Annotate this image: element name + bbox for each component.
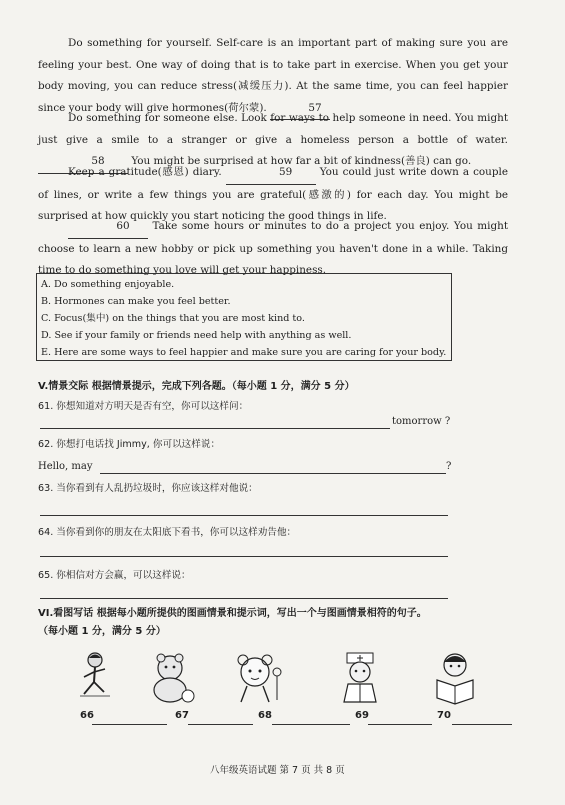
passage-paragraph-2: Do something for someone else. Look for ways to help someone in need. You might just give a smile to a stranger or give a homeless person a bottle of water. 58 You might be surprised at how far a bit of kindness(善良) can go. (38, 108, 508, 174)
answer-line-63[interactable] (40, 515, 448, 516)
section-5-title: V.情景交际 根据情景提示，完成下列各题。（每小题 1 分，满分 5 分） (38, 381, 355, 392)
picture-number-68: 68 (258, 710, 272, 721)
question-61: 61. 你想知道对方明天是否有空，你可以这样问： (38, 401, 249, 412)
option-d: D. See if your family or friends need help with anything as well. (41, 330, 352, 341)
question-64: 64. 当你看到你的朋友在太阳底下看书，你可以这样劝告他： (38, 527, 297, 538)
blank-60[interactable]: 60 (68, 216, 148, 239)
option-a: A. Do something enjoyable. (41, 279, 175, 290)
options-box (36, 273, 452, 361)
blank-59[interactable]: 59 (226, 162, 316, 185)
option-b: B. Hormones can make you feel better. (41, 296, 231, 307)
girl-flowers-picture (225, 650, 285, 705)
answer-line-70[interactable] (452, 724, 512, 725)
question-62-ending: ? (446, 461, 452, 472)
passage-paragraph-1: Do something for yourself. Self-care is an important part of making sure you are feeling your best. One way of doing that is to take part in exercise. When you get your body moving, you can reduce stress(减缓压力). At the same time, you can feel happier since your body will give hormones(荷尔蒙). 57 (38, 33, 508, 120)
question-61-ending: tomorrow ? (392, 416, 451, 427)
answer-line-65[interactable] (40, 598, 448, 599)
option-c: C. Focus(集中) on the things that you are most kind to. (41, 313, 305, 324)
question-63: 63. 当你看到有人乱扔垃圾时，你应该这样对他说： (38, 483, 258, 494)
page-footer: 八年级英语试题 第 7 页 共 8 页 (210, 765, 345, 776)
section-6-title: VI.看图写话 根据每小题所提供的图画情景和提示词，写出一个与图画情景相符的句子。 (38, 608, 427, 619)
picture-number-66: 66 (80, 710, 94, 721)
question-62: 62. 你想打电话找 Jimmy, 你可以这样说： (38, 439, 221, 450)
blank-57[interactable]: 57 (270, 98, 330, 121)
question-65: 65. 你相信对方会赢，可以这样说： (38, 570, 191, 581)
answer-line-67[interactable] (188, 724, 253, 725)
passage-paragraph-3: Keep a gratitude(感恩) diary. 59 You could just write down a couple of lines, or write a few things you are grateful(感激的) for each day. You might be surprised at how quickly you start noticing the good things in life. (38, 162, 508, 228)
picture-number-69: 69 (355, 710, 369, 721)
bear-picture (140, 650, 200, 705)
doctor-picture (330, 650, 390, 705)
section-6-subtitle: （每小题 1 分，满分 5 分） (38, 626, 166, 637)
answer-line-61[interactable] (40, 428, 390, 429)
blank-58[interactable]: 58 (38, 151, 128, 174)
running-boy-picture (70, 650, 120, 700)
passage-paragraph-4: 60 Take some hours or minutes to do a project you enjoy. You might choose to learn a new hobby or pick up something you haven't done in a while. Taking time to do something you love will get your happiness. (38, 216, 508, 282)
option-e: E. Here are some ways to feel happier and make sure you are caring for your body. (41, 347, 447, 358)
question-62-start: Hello, may (38, 461, 93, 472)
answer-line-62[interactable] (100, 473, 446, 474)
picture-number-67: 67 (175, 710, 189, 721)
answer-line-68[interactable] (272, 724, 350, 725)
answer-line-66[interactable] (92, 724, 167, 725)
reading-boy-picture (425, 650, 485, 705)
answer-line-64[interactable] (40, 556, 448, 557)
picture-number-70: 70 (437, 710, 451, 721)
answer-line-69[interactable] (368, 724, 432, 725)
